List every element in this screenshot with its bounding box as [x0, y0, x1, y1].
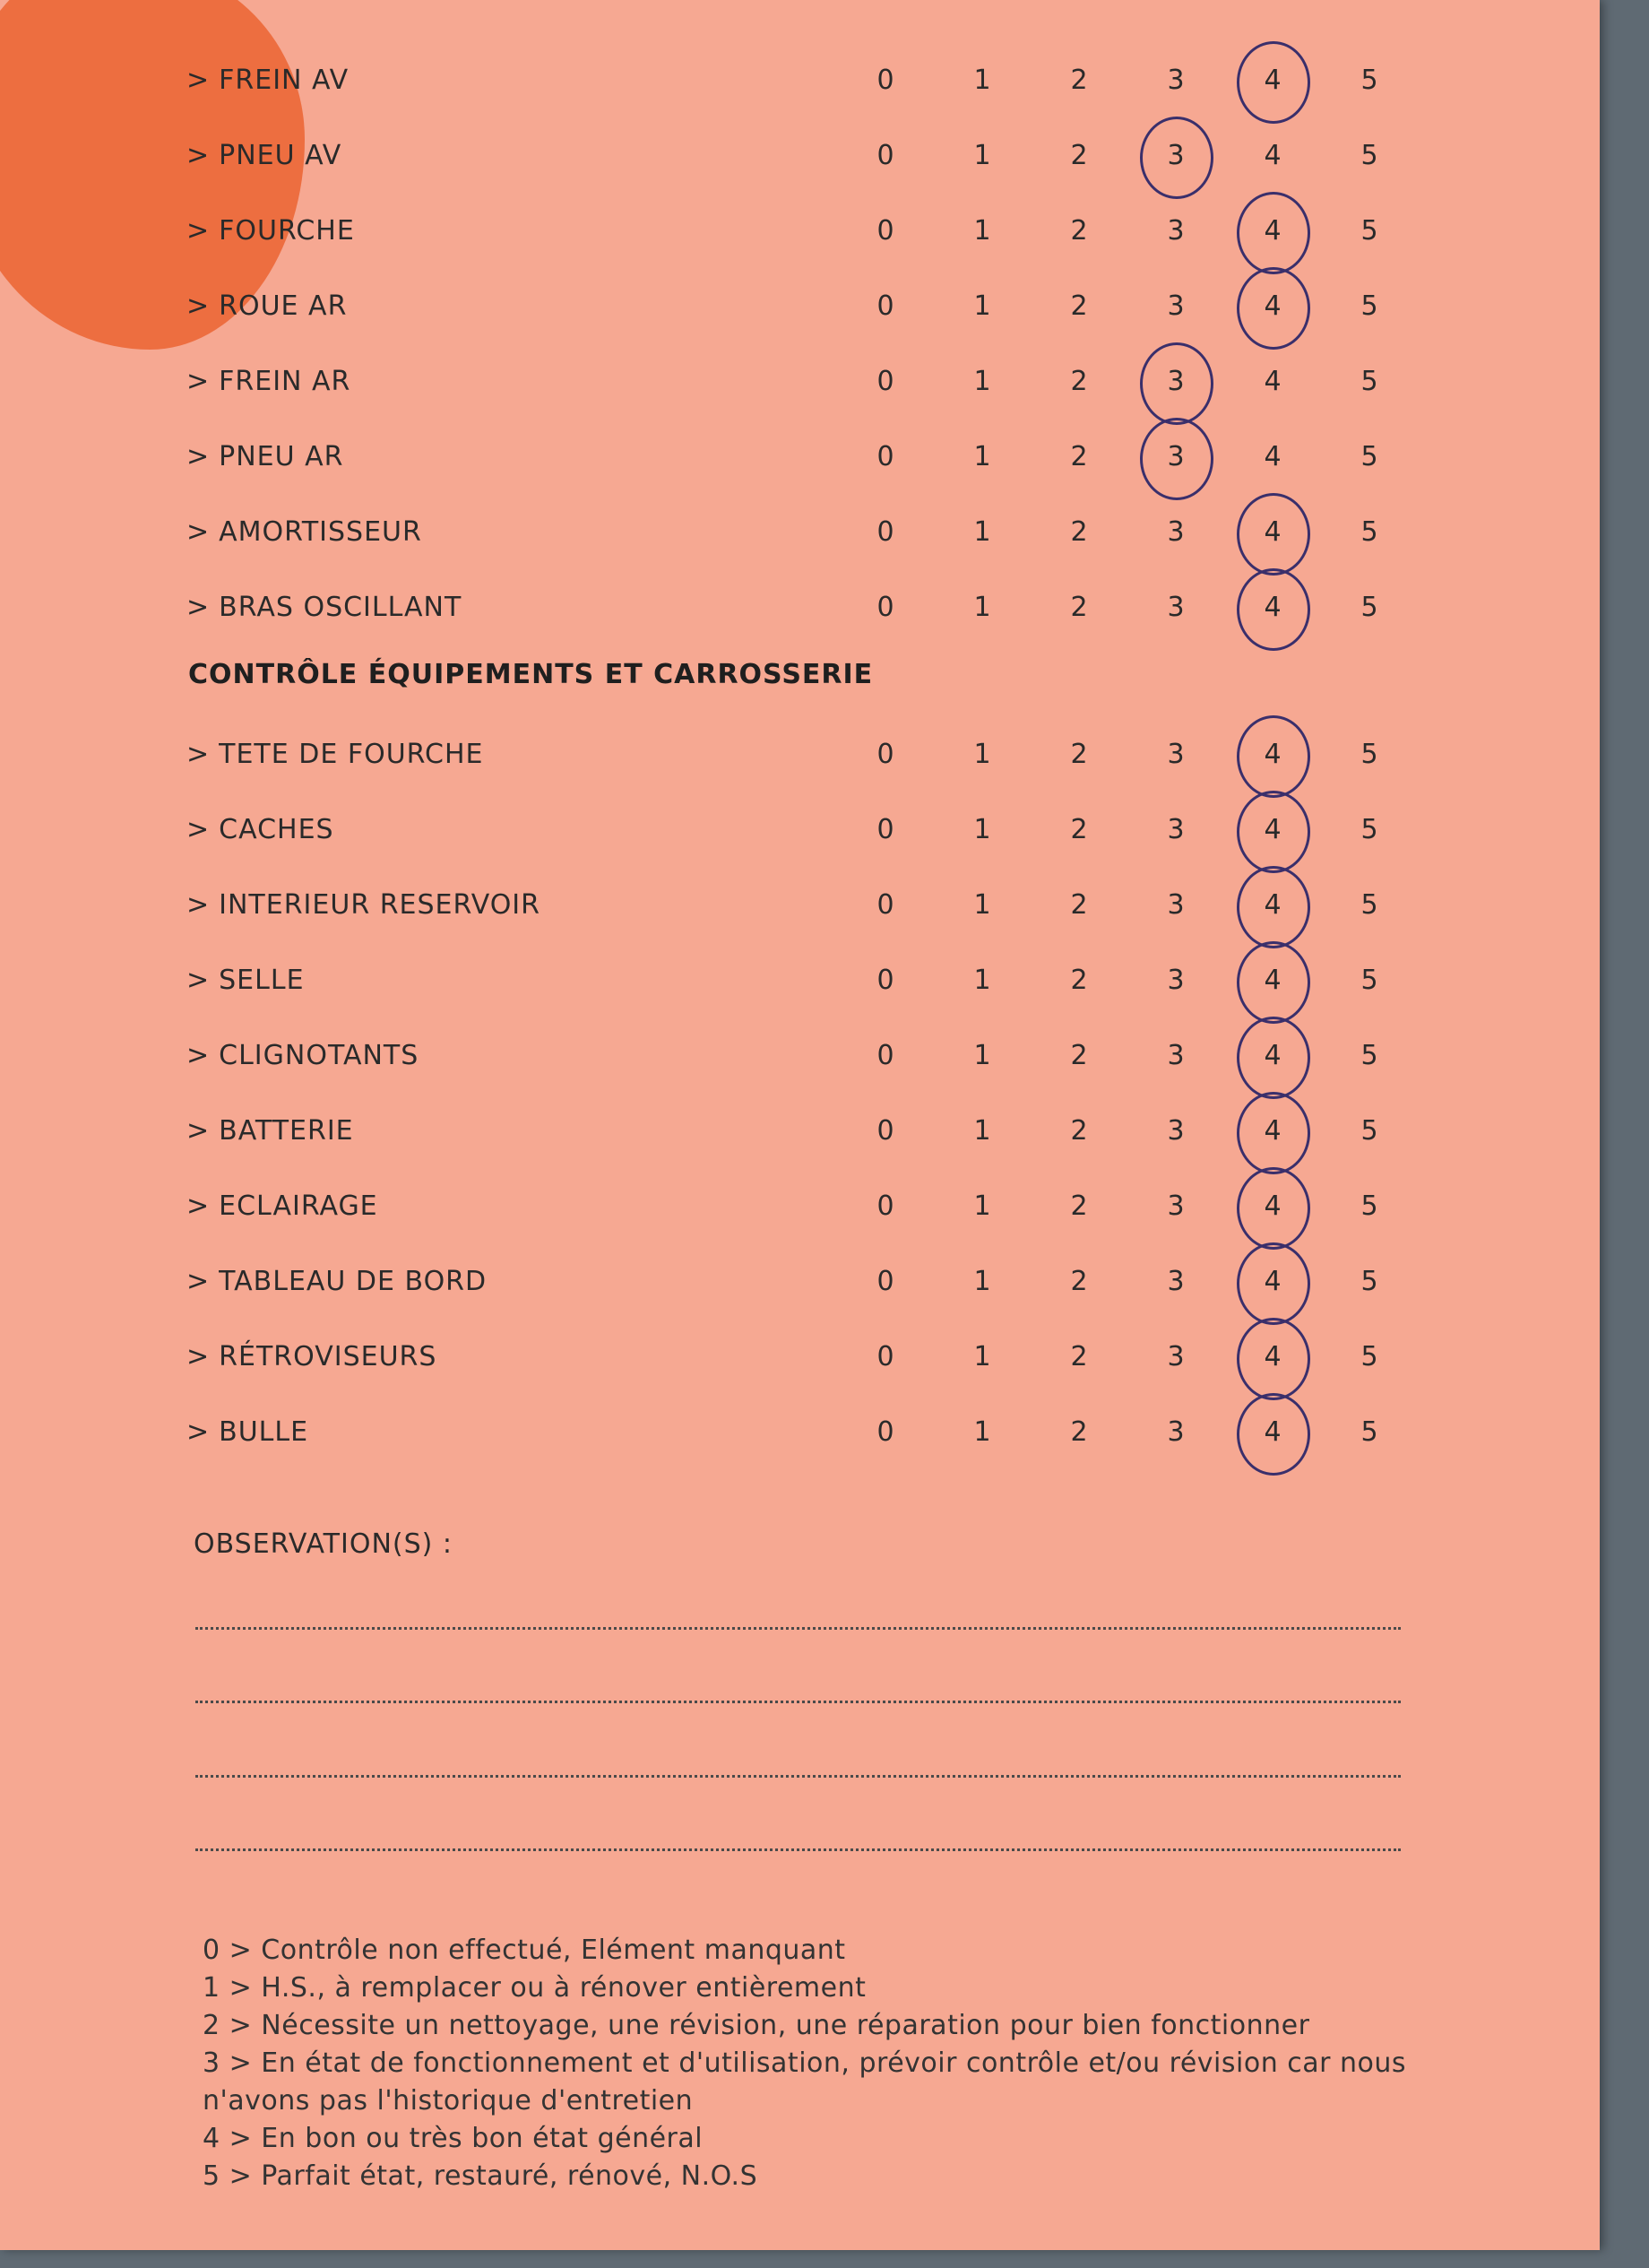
score-option-selected[interactable]: 3 [1149, 355, 1203, 409]
score-option[interactable]: 0 [876, 889, 894, 921]
score-option[interactable]: 0 [876, 592, 894, 623]
score-option[interactable]: 2 [1070, 1416, 1088, 1448]
score-option[interactable]: 3 [1167, 1416, 1185, 1448]
score-option[interactable]: 2 [1070, 1115, 1088, 1147]
score-option[interactable]: 0 [876, 1416, 894, 1448]
score-option[interactable]: 3 [1167, 1341, 1185, 1372]
rating-row [186, 803, 1441, 857]
score-option-selected[interactable]: 4 [1246, 728, 1299, 782]
score-option[interactable]: 1 [973, 215, 991, 247]
score-option[interactable]: 5 [1360, 889, 1378, 921]
item-name: ECLAIRAGE [219, 1190, 378, 1222]
arrow-icon: > [186, 1190, 211, 1222]
legend-line: n'avons pas l'historique d'entretien [203, 2085, 694, 2117]
item-name: FOURCHE [219, 215, 355, 247]
score-option-selected[interactable]: 4 [1246, 1180, 1299, 1234]
arrow-icon: > [186, 965, 211, 996]
rating-row [186, 54, 1441, 108]
score-option[interactable]: 5 [1360, 965, 1378, 996]
score-option[interactable]: 0 [876, 1190, 894, 1222]
score-option[interactable]: 2 [1070, 592, 1088, 623]
score-option[interactable]: 3 [1167, 65, 1185, 96]
legend-line: 0 > Contrôle non effectué, Elément manquant [203, 1935, 846, 1966]
score-option[interactable]: 3 [1167, 739, 1185, 770]
item-name: FREIN AR [219, 366, 351, 397]
rating-row [186, 506, 1441, 559]
arrow-icon: > [186, 65, 211, 96]
item-label [186, 506, 422, 559]
score-option[interactable]: 5 [1360, 1115, 1378, 1147]
arrow-icon: > [186, 889, 211, 921]
score-option[interactable]: 1 [973, 441, 991, 472]
item-label [186, 430, 344, 484]
score-option[interactable]: 0 [876, 1341, 894, 1372]
score-option[interactable]: 5 [1360, 140, 1378, 171]
item-label [186, 1029, 419, 1083]
rating-row [186, 1406, 1441, 1459]
score-option[interactable]: 2 [1070, 1040, 1088, 1071]
score-option[interactable]: 2 [1070, 140, 1088, 171]
score-option[interactable]: 5 [1360, 215, 1378, 247]
arrow-icon: > [186, 215, 211, 247]
score-option[interactable]: 3 [1167, 592, 1185, 623]
score-option[interactable]: 2 [1070, 889, 1088, 921]
score-option[interactable]: 3 [1167, 889, 1185, 921]
score-option[interactable]: 1 [973, 1115, 991, 1147]
arrow-icon: > [186, 1341, 211, 1372]
item-name: CACHES [219, 814, 334, 845]
score-option[interactable]: 0 [876, 739, 894, 770]
observation-line[interactable] [195, 1627, 1401, 1630]
score-option-selected[interactable]: 4 [1246, 803, 1299, 857]
score-option[interactable]: 5 [1360, 290, 1378, 322]
score-option-selected[interactable]: 3 [1149, 430, 1203, 484]
score-option[interactable]: 1 [973, 592, 991, 623]
rating-row [186, 954, 1441, 1008]
arrow-icon: > [186, 366, 211, 397]
section-title-equipment: CONTRÔLE ÉQUIPEMENTS ET CARROSSERIE [188, 659, 874, 690]
rating-row [186, 129, 1441, 183]
score-option[interactable]: 1 [973, 1341, 991, 1372]
score-option[interactable]: 1 [973, 739, 991, 770]
score-option-selected[interactable]: 4 [1246, 54, 1299, 108]
score-option-selected[interactable]: 4 [1246, 581, 1299, 635]
legend-line: 1 > H.S., à remplacer ou à rénover entièrement [203, 1972, 867, 2004]
score-option-selected[interactable]: 4 [1246, 506, 1299, 559]
score-option[interactable]: 5 [1360, 1416, 1378, 1448]
item-label [186, 803, 334, 857]
score-option[interactable]: 3 [1167, 965, 1185, 996]
score-option-selected[interactable]: 4 [1246, 1406, 1299, 1459]
score-option[interactable]: 3 [1167, 1115, 1185, 1147]
score-option[interactable]: 0 [876, 965, 894, 996]
score-option-selected[interactable]: 4 [1246, 1330, 1299, 1384]
item-name: SELLE [219, 965, 305, 996]
score-option[interactable]: 2 [1070, 65, 1088, 96]
arrow-icon: > [186, 441, 211, 472]
rating-row [186, 1180, 1441, 1234]
item-name: ROUE AR [219, 290, 348, 322]
item-name: FREIN AV [219, 65, 350, 96]
item-name: RÉTROVISEURS [219, 1341, 437, 1372]
legend-line: 5 > Parfait état, restauré, rénové, N.O.S [203, 2160, 758, 2192]
score-option[interactable]: 3 [1167, 1040, 1185, 1071]
rating-row [186, 1255, 1441, 1309]
score-option[interactable]: 1 [973, 140, 991, 171]
score-option[interactable]: 0 [876, 516, 894, 548]
arrow-icon: > [186, 814, 211, 845]
rating-row [186, 879, 1441, 932]
rating-row [186, 1029, 1441, 1083]
score-option-selected[interactable]: 4 [1246, 280, 1299, 333]
score-option[interactable]: 2 [1070, 215, 1088, 247]
score-option[interactable]: 2 [1070, 1266, 1088, 1297]
score-option[interactable]: 0 [876, 1266, 894, 1297]
score-option[interactable]: 2 [1070, 516, 1088, 548]
score-option-selected[interactable]: 4 [1246, 204, 1299, 258]
item-name: PNEU AV [219, 140, 342, 171]
arrow-icon: > [186, 1040, 211, 1071]
item-label [186, 355, 350, 409]
score-option[interactable]: 5 [1360, 1341, 1378, 1372]
score-option[interactable]: 0 [876, 814, 894, 845]
score-option[interactable]: 5 [1360, 739, 1378, 770]
item-label [186, 54, 349, 108]
score-option[interactable]: 4 [1264, 366, 1282, 397]
score-option[interactable]: 1 [973, 366, 991, 397]
score-option[interactable]: 0 [876, 366, 894, 397]
score-option[interactable]: 1 [973, 814, 991, 845]
score-option[interactable]: 3 [1167, 516, 1185, 548]
item-label [186, 1104, 354, 1158]
arrow-icon: > [186, 516, 211, 548]
rating-row [186, 728, 1441, 782]
score-option[interactable]: 5 [1360, 1266, 1378, 1297]
score-option[interactable]: 1 [973, 965, 991, 996]
item-name: CLIGNOTANTS [219, 1040, 419, 1071]
item-name: PNEU AR [219, 441, 344, 472]
score-option-selected[interactable]: 4 [1246, 1104, 1299, 1158]
rating-row [186, 355, 1441, 409]
score-option-selected[interactable]: 4 [1246, 954, 1299, 1008]
score-option[interactable]: 1 [973, 1190, 991, 1222]
score-option[interactable]: 2 [1070, 739, 1088, 770]
score-option-selected[interactable]: 4 [1246, 1029, 1299, 1083]
arrow-icon: > [186, 140, 211, 171]
item-name: TETE DE FOURCHE [219, 739, 484, 770]
rating-row [186, 280, 1441, 333]
arrow-icon: > [186, 592, 211, 623]
score-option[interactable]: 4 [1264, 140, 1282, 171]
rating-row [186, 1330, 1441, 1384]
score-option[interactable]: 2 [1070, 441, 1088, 472]
arrow-icon: > [186, 290, 211, 322]
score-option[interactable]: 1 [973, 290, 991, 322]
score-option[interactable]: 4 [1264, 441, 1282, 472]
item-label [186, 280, 347, 333]
score-option[interactable]: 5 [1360, 1040, 1378, 1071]
score-option[interactable]: 2 [1070, 965, 1088, 996]
item-label [186, 129, 341, 183]
rating-row [186, 204, 1441, 258]
score-option[interactable]: 3 [1167, 1190, 1185, 1222]
score-option[interactable]: 3 [1167, 215, 1185, 247]
score-option-selected[interactable]: 3 [1149, 129, 1203, 183]
score-option[interactable]: 0 [876, 215, 894, 247]
score-option[interactable]: 5 [1360, 516, 1378, 548]
score-option[interactable]: 2 [1070, 290, 1088, 322]
score-option[interactable]: 2 [1070, 1190, 1088, 1222]
score-option[interactable]: 1 [973, 1040, 991, 1071]
rating-row [186, 581, 1441, 635]
legend-line: 3 > En état de fonctionnement et d'utilisation, prévoir contrôle et/ou révision car nous [203, 2047, 1407, 2079]
item-name: INTERIEUR RESERVOIR [219, 889, 540, 921]
score-option[interactable]: 3 [1167, 290, 1185, 322]
score-option[interactable]: 0 [876, 1115, 894, 1147]
rating-row [186, 430, 1441, 484]
score-option[interactable]: 5 [1360, 1190, 1378, 1222]
legend-line: 4 > En bon ou très bon état général [203, 2123, 704, 2154]
item-label [186, 1180, 378, 1234]
item-name: BATTERIE [219, 1115, 354, 1147]
item-label [186, 1406, 308, 1459]
item-label [186, 879, 540, 932]
score-option[interactable]: 1 [973, 65, 991, 96]
score-option[interactable]: 5 [1360, 366, 1378, 397]
observations-label: OBSERVATION(S) : [194, 1528, 453, 1560]
item-name: BULLE [219, 1416, 309, 1448]
score-option[interactable]: 3 [1167, 1266, 1185, 1297]
arrow-icon: > [186, 1115, 211, 1147]
score-option[interactable]: 0 [876, 290, 894, 322]
item-label [186, 954, 305, 1008]
arrow-icon: > [186, 1416, 211, 1448]
item-label [186, 1255, 487, 1309]
score-option[interactable]: 2 [1070, 366, 1088, 397]
score-option[interactable]: 1 [973, 889, 991, 921]
observation-line[interactable] [195, 1775, 1401, 1778]
score-option[interactable]: 5 [1360, 441, 1378, 472]
rating-row [186, 1104, 1441, 1158]
score-option-selected[interactable]: 4 [1246, 879, 1299, 932]
legend-line: 2 > Nécessite un nettoyage, une révision, une réparation pour bien fonctionner [203, 2010, 1310, 2041]
score-option[interactable]: 2 [1070, 814, 1088, 845]
item-label [186, 581, 462, 635]
score-option[interactable]: 0 [876, 65, 894, 96]
item-label [186, 204, 355, 258]
rating-legend [203, 1932, 1439, 2195]
score-option[interactable]: 0 [876, 140, 894, 171]
score-option[interactable]: 5 [1360, 592, 1378, 623]
arrow-icon: > [186, 739, 211, 770]
item-name: BRAS OSCILLANT [219, 592, 462, 623]
score-option[interactable]: 2 [1070, 1341, 1088, 1372]
score-option[interactable]: 0 [876, 1040, 894, 1071]
item-name: TABLEAU DE BORD [219, 1266, 488, 1297]
observation-line[interactable] [195, 1701, 1401, 1703]
arrow-icon: > [186, 1266, 211, 1297]
score-option[interactable]: 1 [973, 1266, 991, 1297]
score-option[interactable]: 5 [1360, 65, 1378, 96]
score-option[interactable]: 1 [973, 516, 991, 548]
observation-line[interactable] [195, 1848, 1401, 1851]
score-option[interactable]: 0 [876, 441, 894, 472]
score-option[interactable]: 5 [1360, 814, 1378, 845]
item-label [186, 1330, 436, 1384]
score-option[interactable]: 1 [973, 1416, 991, 1448]
item-label [186, 728, 483, 782]
item-name: AMORTISSEUR [219, 516, 422, 548]
score-option-selected[interactable]: 4 [1246, 1255, 1299, 1309]
score-option[interactable]: 3 [1167, 814, 1185, 845]
